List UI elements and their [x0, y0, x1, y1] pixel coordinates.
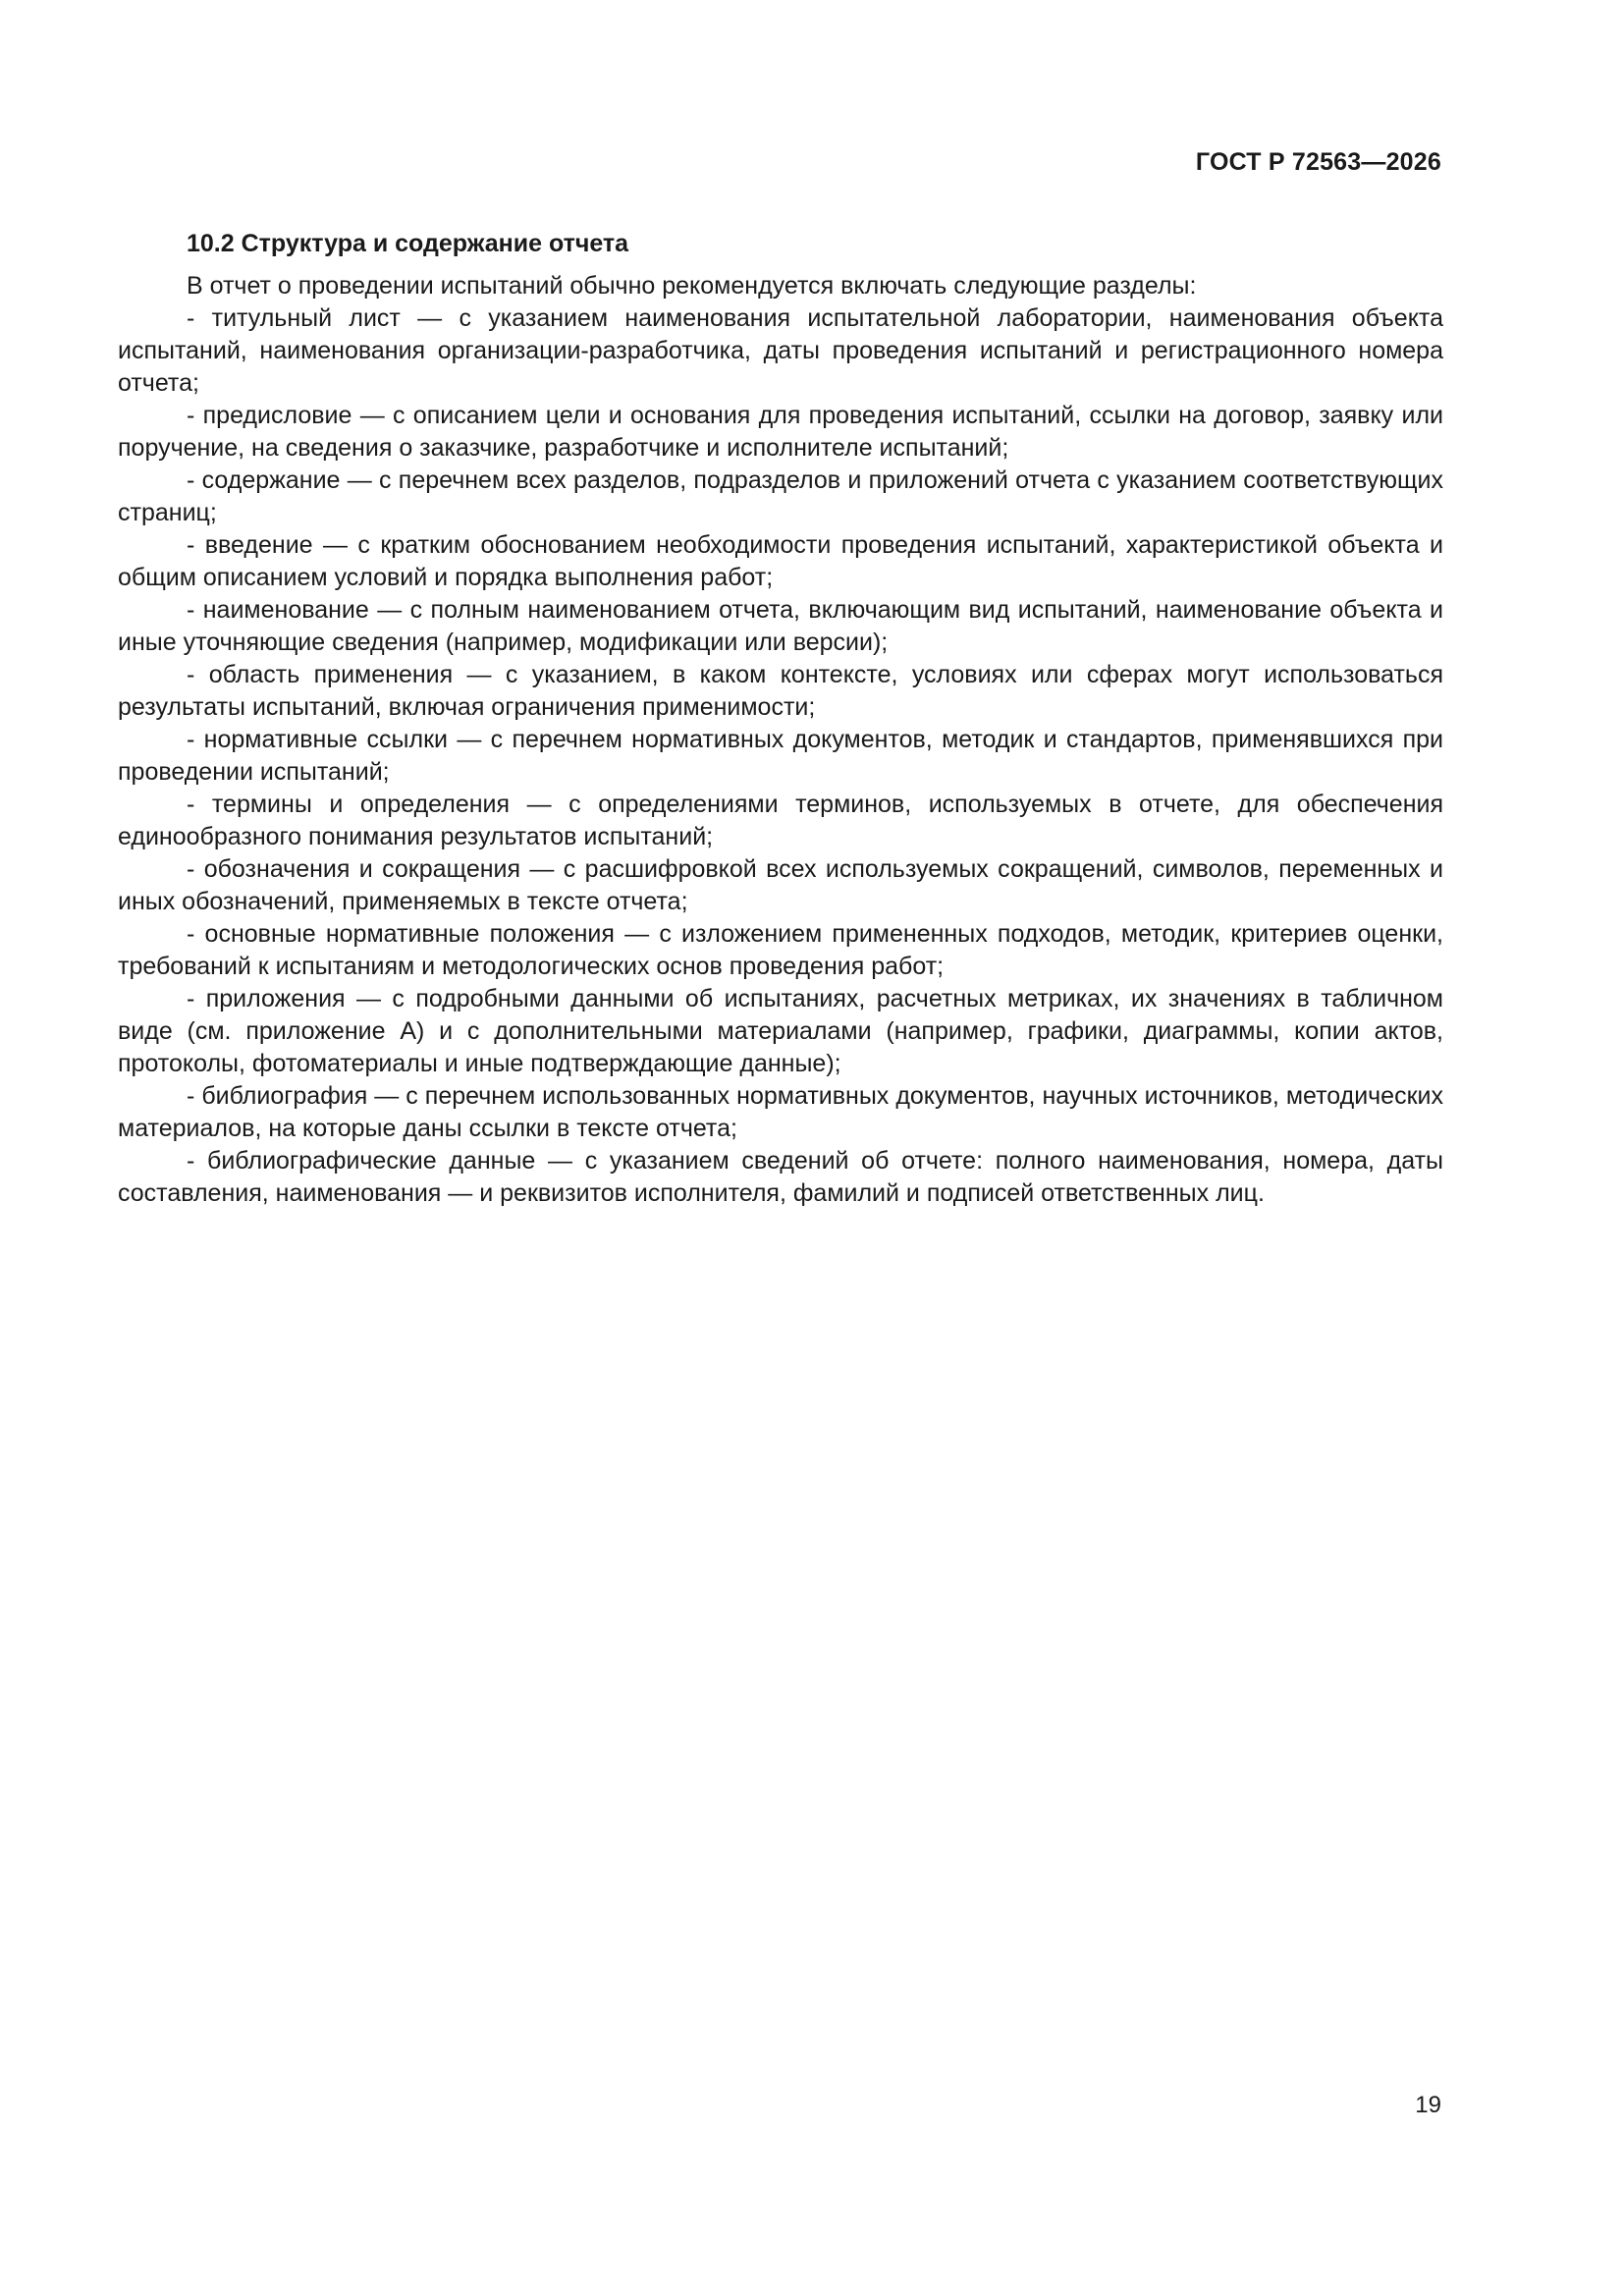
- list-item: - область применения — с указанием, в каком контексте, условиях или сферах могут использоваться результаты испытаний, включая ограничения применимости;: [118, 661, 1443, 721]
- list-item: - библиографические данные — с указанием сведений об отчете: полного наименования, номера, даты составления, наименования — и реквизитов исполнителя, фамилий и подписей ответственных лиц.: [118, 1147, 1443, 1207]
- list-item: - нормативные ссылки — с перечнем нормативных документов, методик и стандартов, применявшихся при проведении испытаний;: [118, 726, 1443, 786]
- list-item: - библиография — с перечнем использованных нормативных документов, научных источников, методических материалов, на которые даны ссылки в тексте отчета;: [118, 1082, 1443, 1142]
- list-item: - содержание — с перечнем всех разделов, подразделов и приложений отчета с указанием соответствующих страниц;: [118, 466, 1443, 526]
- list-item: - введение — с кратким обоснованием необходимости проведения испытаний, характеристикой объекта и общим описанием условий и порядка выполнения работ;: [118, 531, 1443, 591]
- list-item: - основные нормативные положения — с изложением примененных подходов, методик, критериев оценки, требований к испытаниям и методологических основ проведения работ;: [118, 920, 1443, 980]
- section-body: [118, 228, 1443, 1210]
- section-heading: 10.2 Структура и содержание отчета: [187, 230, 629, 257]
- list-item: - предисловие — с описанием цели и основания для проведения испытаний, ссылки на договор, заявку или поручение, на сведения о заказчике, разработчике и исполнителе испытаний;: [118, 402, 1443, 462]
- page-number: 19: [1415, 2092, 1441, 2118]
- list-item: - термины и определения — с определениями терминов, используемых в отчете, для обеспечения единообразного понимания результатов испытаний;: [118, 791, 1443, 850]
- list-item: - титульный лист — с указанием наименования испытательной лаборатории, наименования объекта испытаний, наименования организации-разработчика, даты проведения испытаний и регистрационного номера отчета;: [118, 304, 1443, 397]
- document-code: ГОСТ Р 72563—2026: [1195, 148, 1441, 176]
- list-item: - приложения — с подробными данными об испытаниях, расчетных метриках, их значениях в табличном виде (см. приложение А) и с дополнительными материалами (например, графики, диаграммы, копии актов, протоколы, фотоматериалы и иные подтверждающие данные);: [118, 985, 1443, 1077]
- list-item: - обозначения и сокращения — с расшифровкой всех используемых сокращений, символов, переменных и иных обозначений, применяемых в тексте отчета;: [118, 855, 1443, 915]
- section-intro: В отчет о проведении испытаний обычно рекомендуется включать следующие разделы:: [187, 272, 1197, 300]
- list-item: - наименование — с полным наименованием отчета, включающим вид испытаний, наименование объекта и иные уточняющие сведения (например, модификации или версии);: [118, 596, 1443, 656]
